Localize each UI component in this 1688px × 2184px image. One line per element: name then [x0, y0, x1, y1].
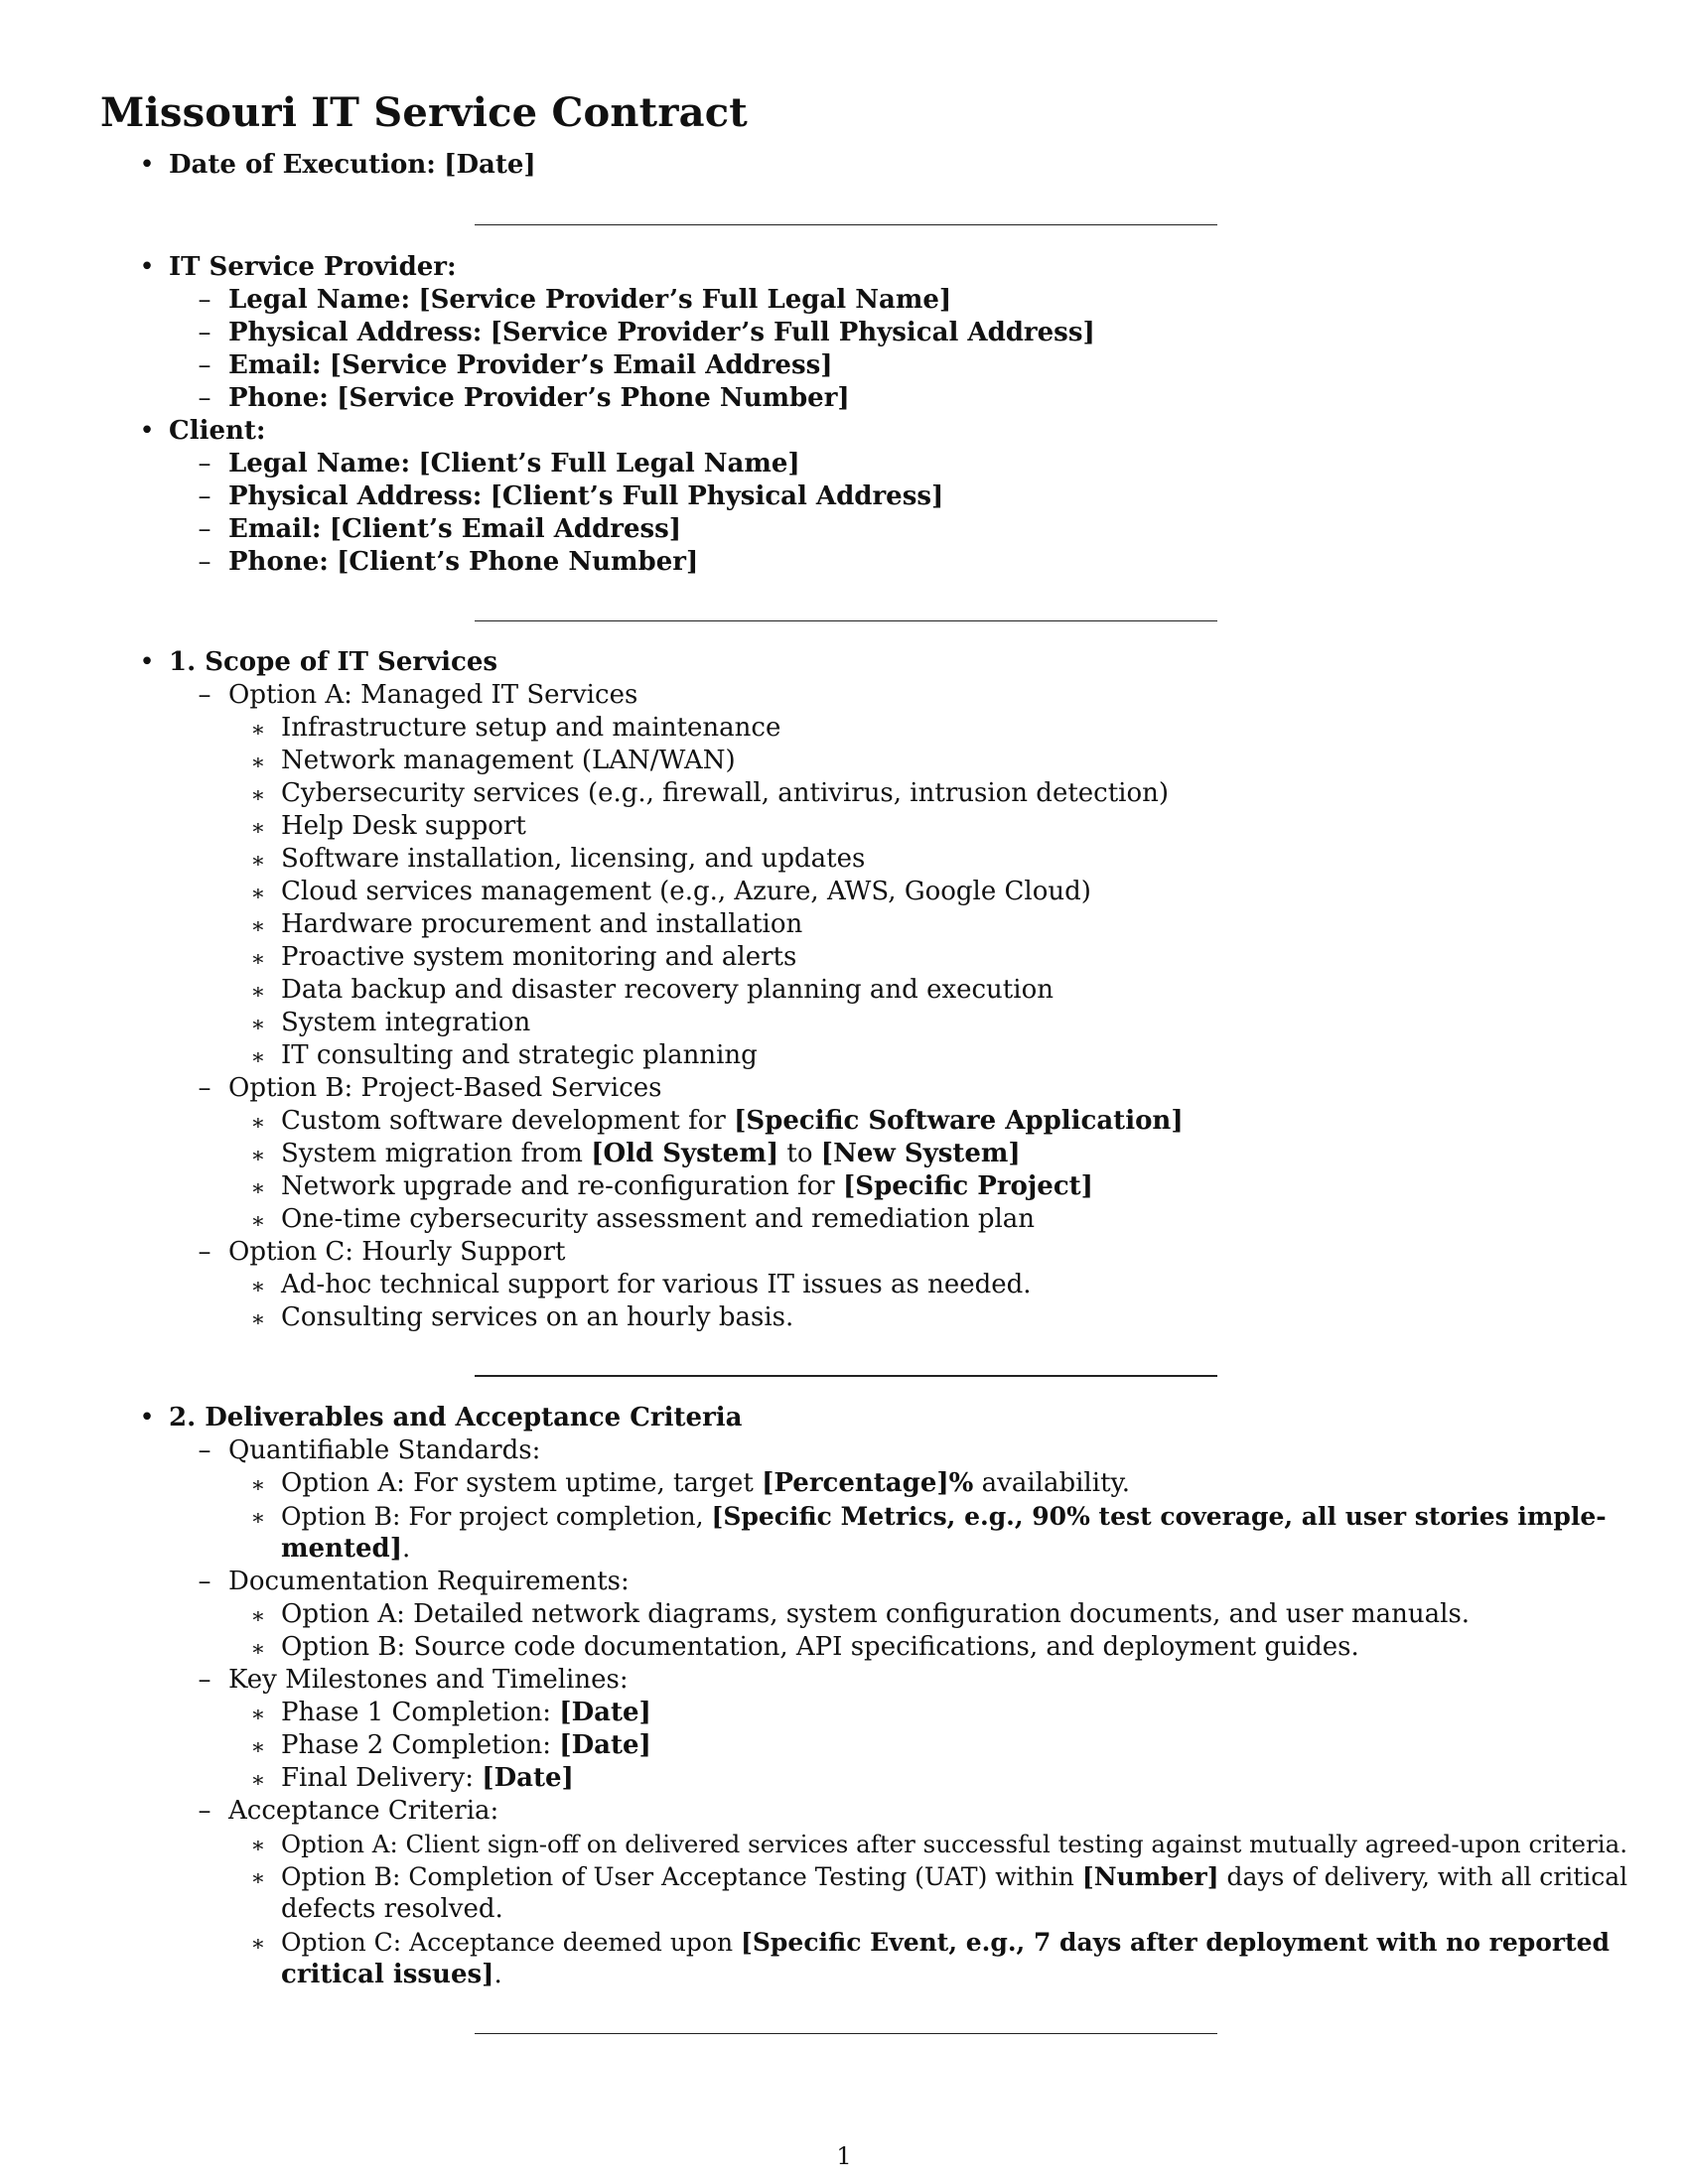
asterisk-icon: ∗	[250, 1834, 266, 1858]
asterisk-icon: ∗	[250, 914, 266, 939]
asterisk-icon: ∗	[250, 1768, 266, 1793]
page-number: 1	[836, 2142, 852, 2170]
dash-icon: –	[198, 449, 211, 478]
asterisk-icon: ∗	[250, 849, 266, 874]
asterisk-icon: ∗	[250, 816, 266, 841]
divider	[475, 224, 1217, 225]
dash-icon: –	[198, 481, 211, 511]
asterisk-icon: ∗	[250, 1176, 266, 1201]
asterisk-icon: ∗	[250, 1111, 266, 1136]
document-page: Missouri IT Service Contract • Date of Execution: [Date] • IT Service Provider: – Legal Name: [Service Provider’s Full Legal Name] – Physical Address: [Service Provider’s Full Physical Address] – Email: [Service Provider’s Email Address] – Phone: [Service Provider’s Phone Number] • Client: – Legal Name: [Client’s Full Legal Name] – Physical Address: [Client’s Full Physical Address] – Email: [Client’s Email Address] – Phone: [Client’s Phone Number] • 1. Scope of IT Services – Option A: Managed IT Services ∗ Infrastructure setup and maintenance ∗ Network management (LAN/WAN) ∗ Cybersecurity services (e.g., firewall, antivirus, intrusion detection) ∗ Help Desk support ∗ Software installation, licensing, and updates ∗ Cloud services management (e.g., Azure, AWS, Google Cloud) ∗ Hardware procurement and installation ∗ Proactive system monitoring and alerts ∗ Data backup and disaster recovery planning and execution ∗ System integration ∗ IT consulting and strategic planning – Option B: Project-Based Services ∗ Custom software development for [Specific Software Application] ∗ System migration from [Old System] to [New System] ∗ Network upgrade and re-configuration for [Specific Project] ∗ One-time cybersecurity assessment and remediation plan – Option C: Hourly Support ∗ Ad-hoc technical support for various IT issues as needed. ∗ Consulting services on an hourly basis. • 2. Deliverables and Acceptance Criteria – Quantifiable Standards: ∗ Option A: For system uptime, target [Percentage]% availability. ∗ Option B: For project completion, [Specific Metrics, e.g., 90% test coverage, all user stories imple- mented]. – Documentation Requirements: ∗ Option A: Detailed network diagrams, system configuration documents, and user manuals. ∗ Option B: Source code documentation, API specifications, and deployment guides. – Key Milestones and Timelines: ∗ Phase 1 Completion: [Date] ∗ Phase 2 Completion: [Date] ∗ Final Delivery: [Date] – Acceptance Criteria: ∗ Option A: Client sign-off on delivered services after successful testing against mutually agreed-upon criteria. ∗ Option B: Completion of User Acceptance Testing (UAT) within [Number] days of delivery, with all critical defects resolved. ∗ Option C: Acceptance deemed upon [Specific Event, e.g., 7 days after deployment with no reported critical issues]. 1	[0, 0, 1688, 2184]
dash-icon: –	[198, 1073, 211, 1103]
asterisk-icon: ∗	[250, 1013, 266, 1037]
date-value: [Date]	[444, 150, 536, 180]
asterisk-icon: ∗	[250, 1209, 266, 1234]
dash-icon: –	[198, 285, 211, 315]
asterisk-icon: ∗	[250, 751, 266, 775]
bullet-icon: •	[139, 252, 155, 282]
asterisk-icon: ∗	[250, 1735, 266, 1760]
asterisk-icon: ∗	[250, 1045, 266, 1070]
dash-icon: –	[198, 514, 211, 544]
asterisk-icon: ∗	[250, 882, 266, 906]
divider	[475, 1375, 1217, 1377]
list-item-continuation: mented].	[281, 1534, 411, 1564]
asterisk-icon: ∗	[250, 1275, 266, 1299]
asterisk-icon: ∗	[250, 1307, 266, 1332]
bullet-icon: •	[139, 1403, 155, 1433]
asterisk-icon: ∗	[250, 718, 266, 743]
bullet-icon: •	[139, 150, 155, 180]
dash-icon: –	[198, 383, 211, 413]
dash-icon: –	[198, 1435, 211, 1465]
bullet-icon: •	[139, 416, 155, 446]
asterisk-icon: ∗	[250, 1506, 266, 1531]
list-item-continuation: critical issues].	[281, 1960, 502, 1989]
asterisk-icon: ∗	[250, 1637, 266, 1662]
asterisk-icon: ∗	[250, 1932, 266, 1957]
bullet-icon: •	[139, 647, 155, 677]
divider	[475, 2033, 1217, 2034]
dash-icon: –	[198, 680, 211, 710]
asterisk-icon: ∗	[250, 1473, 266, 1498]
asterisk-icon: ∗	[250, 980, 266, 1005]
asterisk-icon: ∗	[250, 1866, 266, 1891]
asterisk-icon: ∗	[250, 783, 266, 808]
dash-icon: –	[198, 350, 211, 380]
divider	[475, 620, 1217, 621]
dash-icon: –	[198, 1665, 211, 1695]
dash-icon: –	[198, 1567, 211, 1596]
date-label: Date of Execution:	[169, 150, 436, 180]
asterisk-icon: ∗	[250, 1144, 266, 1168]
asterisk-icon: ∗	[250, 947, 266, 972]
dash-icon: –	[198, 1796, 211, 1826]
dash-icon: –	[198, 547, 211, 577]
asterisk-icon: ∗	[250, 1703, 266, 1727]
dash-icon: –	[198, 318, 211, 347]
asterisk-icon: ∗	[250, 1604, 266, 1629]
document-title: Missouri IT Service Contract	[100, 89, 748, 136]
dash-icon: –	[198, 1237, 211, 1267]
list-item-continuation: defects resolved.	[281, 1894, 503, 1924]
